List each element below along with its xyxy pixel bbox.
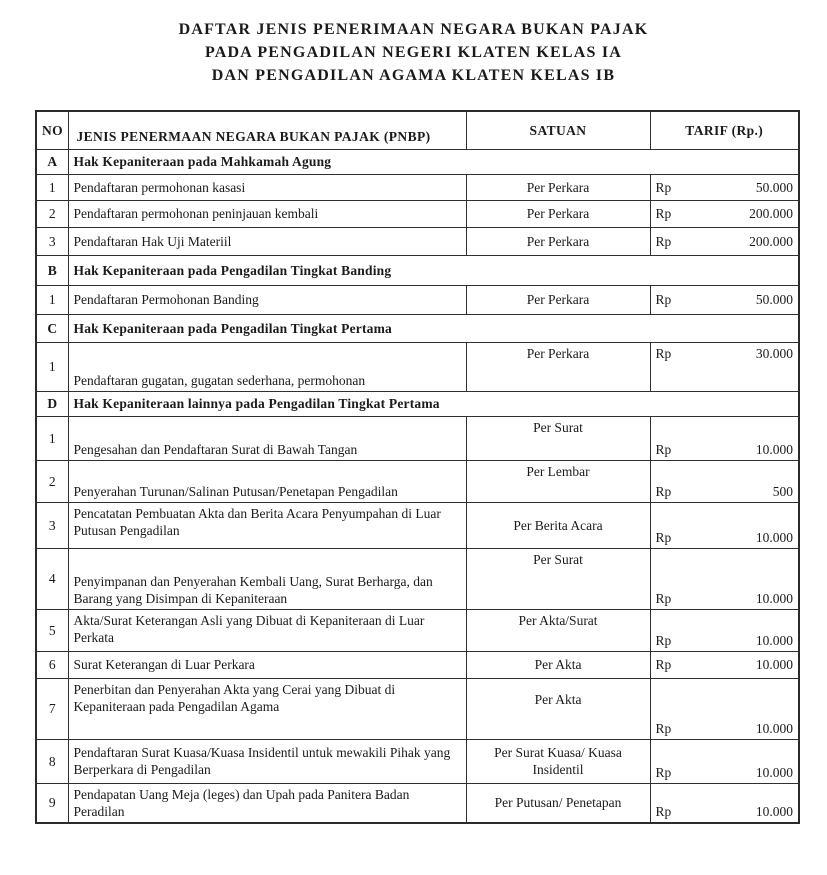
rp-label: Rp (655, 804, 672, 819)
row-tarif (650, 342, 799, 391)
section-row-a (36, 149, 799, 174)
rp-label: Rp (655, 233, 672, 249)
row-jenis: Pendaftaran permohonan kasasi (68, 174, 466, 200)
table-row (36, 285, 799, 314)
rp-label: Rp (655, 632, 672, 648)
rp-label: Rp (655, 206, 672, 221)
row-satuan: Per Surat Kuasa/ Kuasa Insidentil (466, 739, 650, 783)
row-jenis: Pengesahan dan Pendaftaran Surat di Bawah Tangan (68, 416, 466, 460)
rp-label: Rp (655, 441, 672, 457)
row-tarif (650, 678, 799, 739)
row-no: 2 (36, 460, 68, 502)
row-satuan: Per Lembar (466, 460, 650, 502)
title-line-2: PADA PENGADILAN NEGERI KLATEN KELAS IA (204, 44, 623, 61)
rp-label: Rp (655, 483, 672, 499)
row-jenis: Pendaftaran Surat Kuasa/Kuasa Insidentil untuk mewakili Pihak yang Berperkara di Pengadilan (68, 739, 466, 783)
rp-label: Rp (655, 590, 672, 606)
tarif-amount: 50.000 (755, 179, 793, 195)
rp-label: Rp (655, 529, 672, 545)
table-row (36, 200, 799, 227)
header-jenis: JENIS PENERMAAN NEGARA BUKAN PAJAK (PNBP) (68, 111, 466, 149)
row-no: 3 (36, 227, 68, 255)
row-tarif (650, 548, 799, 609)
row-no: 1 (36, 174, 68, 200)
header-tarif: TARIF (Rp.) (650, 111, 799, 149)
row-tarif (650, 416, 799, 460)
row-no: 7 (36, 678, 68, 739)
table-row (36, 678, 799, 739)
row-satuan: Per Perkara (466, 285, 650, 314)
section-label: Hak Kepaniteraan lainnya pada Pengadilan Tingkat Pertama (68, 391, 799, 416)
row-satuan: Per Perkara (466, 200, 650, 227)
row-satuan: Per Berita Acara (466, 502, 650, 548)
row-tarif (650, 783, 799, 823)
row-jenis: Penyimpanan dan Penyerahan Kembali Uang, Surat Berharga, dan Barang yang Disimpan di Kepaniteraan (68, 548, 466, 609)
section-row-b (36, 255, 799, 285)
tarif-amount: 10.000 (755, 632, 793, 648)
row-jenis: Pendaftaran permohonan peninjauan kembali (68, 200, 466, 227)
table-row (36, 502, 799, 548)
tarif-amount: 500 (772, 483, 793, 499)
table-row (36, 548, 799, 609)
row-satuan: Per Putusan/ Penetapan (466, 783, 650, 823)
row-jenis: Pendaftaran Hak Uji Materiil (68, 227, 466, 255)
header-no: NO (36, 111, 68, 149)
row-tarif (650, 227, 799, 255)
row-no: 2 (36, 200, 68, 227)
rp-label: Rp (655, 657, 672, 672)
tarif-amount: 50.000 (755, 292, 793, 307)
row-tarif (650, 609, 799, 651)
table-row (36, 342, 799, 391)
row-jenis: Penerbitan dan Penyerahan Akta yang Cerai yang Dibuat di Kepaniteraan pada Pengadilan Agama (68, 678, 466, 739)
table-row (36, 783, 799, 823)
section-letter: C (36, 314, 68, 342)
tarif-amount: 200.000 (749, 206, 793, 221)
title-line-3: DAN PENGADILAN AGAMA KLATEN KELAS IB (211, 67, 616, 84)
row-tarif (650, 502, 799, 548)
rp-label: Rp (655, 764, 672, 780)
header-satuan: SATUAN (466, 111, 650, 149)
row-tarif (650, 651, 799, 678)
row-jenis: Pencatatan Pembuatan Akta dan Berita Acara Penyumpahan di Luar Putusan Pengadilan (68, 502, 466, 548)
row-satuan: Per Akta (466, 678, 650, 739)
row-jenis: Surat Keterangan di Luar Perkara (68, 651, 466, 678)
row-no: 8 (36, 739, 68, 783)
tarif-amount: 30.000 (755, 345, 793, 361)
table-row (36, 174, 799, 200)
row-no: 9 (36, 783, 68, 823)
pnbp-table (35, 110, 800, 824)
row-jenis: Akta/Surat Keterangan Asli yang Dibuat di Kepaniteraan di Luar Perkata (68, 609, 466, 651)
section-label: Hak Kepaniteraan pada Mahkamah Agung (68, 149, 799, 174)
row-tarif (650, 200, 799, 227)
section-letter: B (36, 255, 68, 285)
row-satuan: Per Akta (466, 651, 650, 678)
table-row (36, 460, 799, 502)
tarif-amount: 10.000 (755, 657, 793, 672)
tarif-amount: 200.000 (749, 233, 793, 249)
row-no: 1 (36, 285, 68, 314)
table-row (36, 609, 799, 651)
row-tarif (650, 739, 799, 783)
section-label: Hak Kepaniteraan pada Pengadilan Tingkat Banding (68, 255, 799, 285)
tarif-amount: 10.000 (755, 529, 793, 545)
row-jenis: Penyerahan Turunan/Salinan Putusan/Penetapan Pengadilan (68, 460, 466, 502)
row-no: 1 (36, 416, 68, 460)
section-letter: A (36, 149, 68, 174)
rp-label: Rp (655, 345, 672, 361)
section-letter: D (36, 391, 68, 416)
row-tarif (650, 460, 799, 502)
row-no: 6 (36, 651, 68, 678)
row-satuan: Per Perkara (466, 227, 650, 255)
tarif-amount: 10.000 (755, 441, 793, 457)
row-no: 1 (36, 342, 68, 391)
row-satuan: Per Surat (466, 548, 650, 609)
row-jenis: Pendaftaran Permohonan Banding (68, 285, 466, 314)
rp-label: Rp (655, 292, 672, 307)
page-title (0, 18, 827, 87)
tarif-amount: 10.000 (755, 804, 793, 819)
title-line-1: DAFTAR JENIS PENERIMAAN NEGARA BUKAN PAJAK (178, 21, 649, 38)
row-tarif (650, 285, 799, 314)
table-row (36, 227, 799, 255)
row-tarif (650, 174, 799, 200)
table-row (36, 416, 799, 460)
table-row (36, 651, 799, 678)
rp-label: Rp (655, 720, 672, 736)
tarif-amount: 10.000 (755, 590, 793, 606)
rp-label: Rp (655, 179, 672, 195)
section-label: Hak Kepaniteraan pada Pengadilan Tingkat Pertama (68, 314, 799, 342)
row-satuan: Per Perkara (466, 342, 650, 391)
row-satuan: Per Akta/Surat (466, 609, 650, 651)
row-satuan: Per Surat (466, 416, 650, 460)
section-row-c (36, 314, 799, 342)
table-header-row (36, 111, 799, 149)
row-no: 3 (36, 502, 68, 548)
row-no: 5 (36, 609, 68, 651)
row-jenis: Pendaftaran gugatan, gugatan sederhana, permohonan (68, 342, 466, 391)
row-satuan: Per Perkara (466, 174, 650, 200)
row-no: 4 (36, 548, 68, 609)
tarif-amount: 10.000 (755, 764, 793, 780)
section-row-d (36, 391, 799, 416)
tarif-amount: 10.000 (755, 720, 793, 736)
row-jenis: Pendapatan Uang Meja (leges) dan Upah pada Panitera Badan Peradilan (68, 783, 466, 823)
table-row (36, 739, 799, 783)
